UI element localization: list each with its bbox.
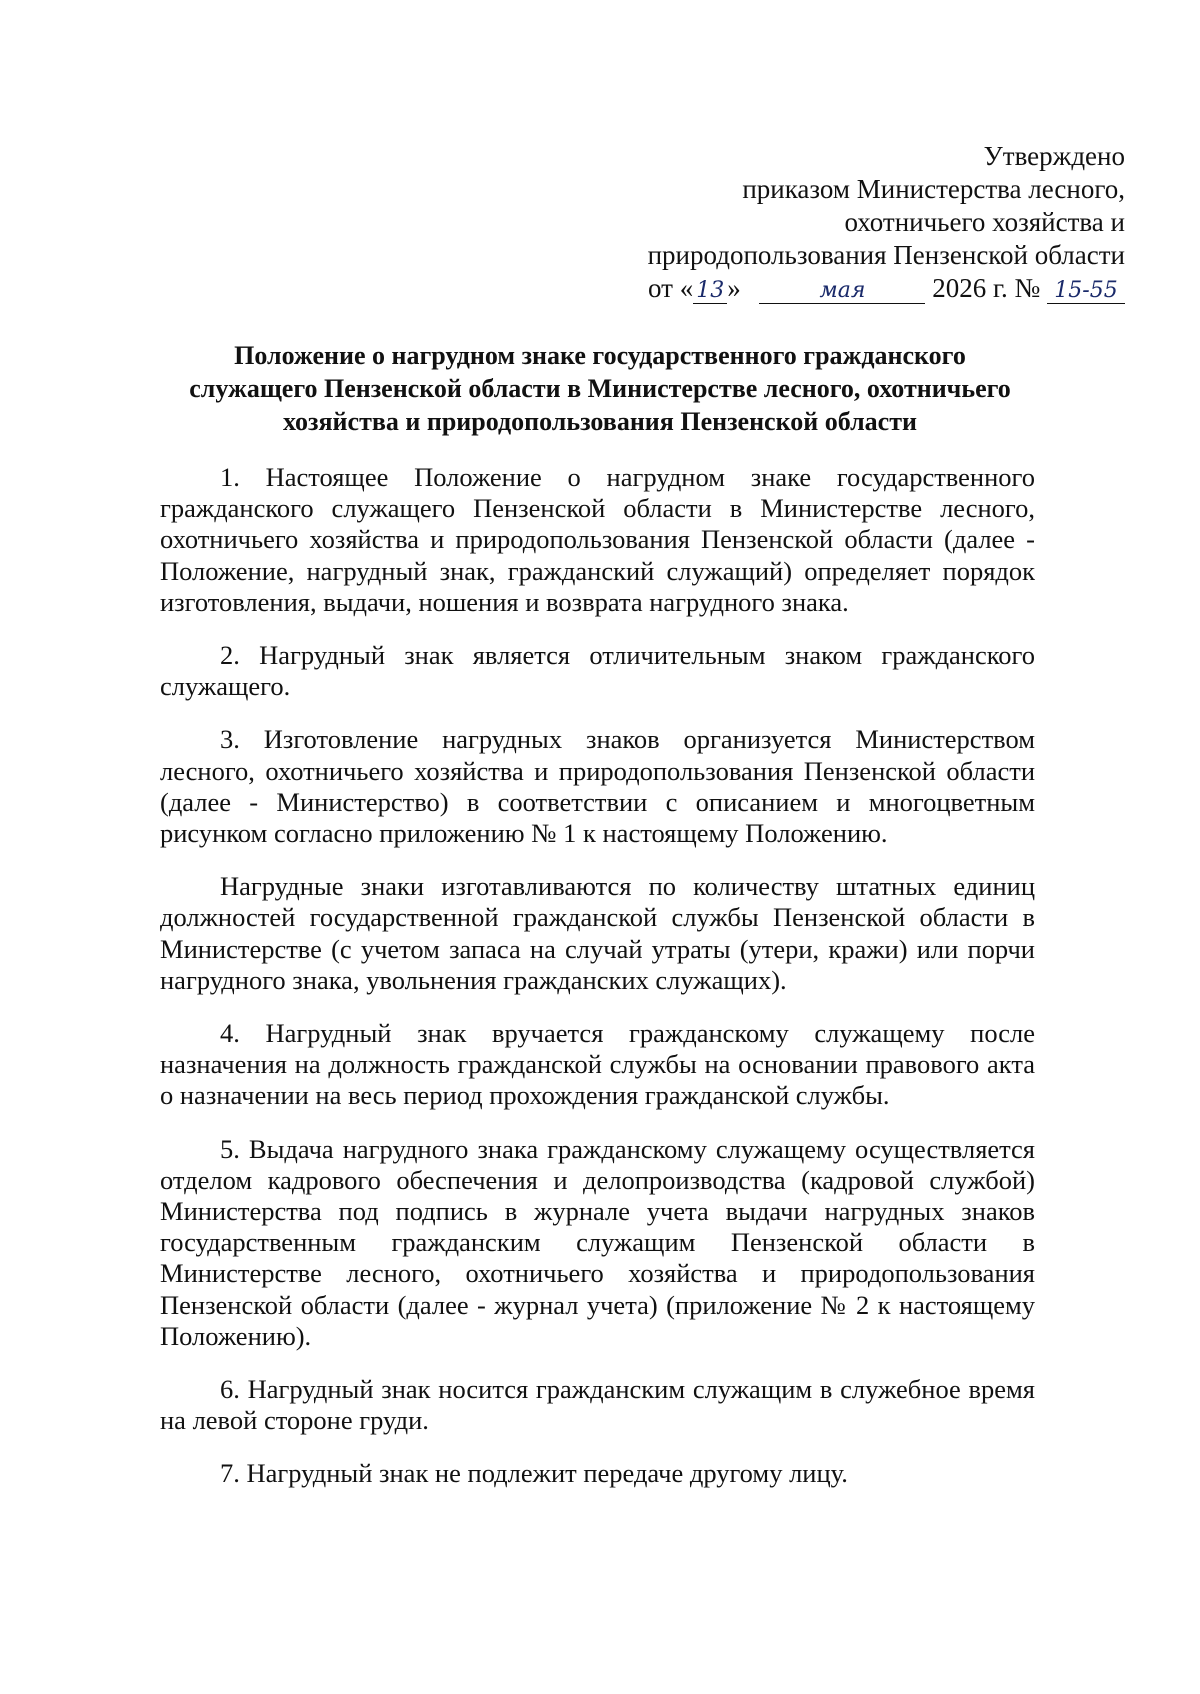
approval-block — [565, 140, 1125, 305]
title-line-1: Положение о нагрудном знаке государственного гражданского — [234, 341, 966, 370]
paragraph-3-continued: Нагрудные знаки изготавливаются по количеству штатных единиц должностей государственной гражданской службы Пензенской области в Министерстве (с учетом запаса на случай утраты (утери, кражи) или порчи нагрудного знака, увольнения гражданских служащих). — [160, 871, 1035, 995]
paragraph-6: 6. Нагрудный знак носится гражданским служащим в служебное время на левой стороне груди. — [160, 1374, 1035, 1436]
paragraph-1: 1. Настоящее Положение о нагрудном знаке государственного гражданского служащего Пензенской области в Министерстве лесного, охотничьего хозяйства и природопользования Пензенской области (далее - Положение, нагрудный знак, гражданский служащий) определяет порядок изготовления, выдачи, ношения и возврата нагрудного знака. — [160, 462, 1035, 617]
approval-order-line: приказом Министерства лесного, — [742, 174, 1125, 204]
date-close: » — [727, 273, 741, 303]
paragraph-3: 3. Изготовление нагрудных знаков организуется Министерством лесного, охотничьего хозяйства и природопользования Пензенской области (далее - Министерство) в соответствии с описанием и многоцветным рисунком согласно приложению № 1 к настоящему Положению. — [160, 724, 1035, 849]
handwritten-day: 13 — [693, 279, 727, 304]
paragraph-4: 4. Нагрудный знак вручается гражданскому служащему после назначения на должность гражданской службы на основании правового акта о назначении на весь период прохождения гражданской службы. — [160, 1018, 1035, 1111]
document-body — [160, 462, 1035, 1512]
approval-date-line — [565, 272, 1125, 305]
year-text: 2026 г. № — [932, 273, 1041, 303]
title-line-2: служащего Пензенской области в Министерстве лесного, охотничьего — [189, 374, 1011, 403]
paragraph-2: 2. Нагрудный знак является отличительным знаком гражданского служащего. — [160, 640, 1035, 702]
title-line-3: хозяйства и природопользования Пензенской области — [283, 407, 917, 436]
document-title — [150, 339, 1050, 438]
handwritten-month: мая — [759, 279, 925, 304]
handwritten-order-number: 15-55 — [1047, 279, 1125, 304]
paragraph-5: 5. Выдача нагрудного знака гражданскому служащему осуществляется отделом кадрового обеспечения и делопроизводства (кадровой службой) Министерства под подпись в журнале учета выдачи нагрудных знаков государственным гражданским служащим Пензенской области в Министерстве лесного, охотничьего хозяйства и природопользования Пензенской области (далее - журнал учета) (приложение № 2 к настоящему Положению). — [160, 1133, 1035, 1351]
date-prefix: от « — [648, 273, 694, 303]
paragraph-7: 7. Нагрудный знак не подлежит передаче другому лицу. — [220, 1458, 848, 1489]
approval-region-line: природопользования Пензенской области — [647, 240, 1125, 270]
approval-heading: Утверждено — [983, 141, 1125, 171]
approval-ministry-line: охотничьего хозяйства и — [844, 207, 1125, 237]
